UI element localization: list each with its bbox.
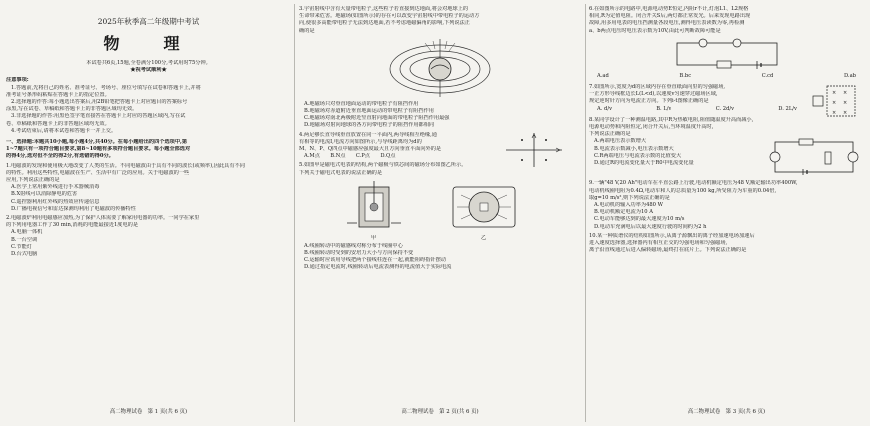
notes-title: 注意事项: bbox=[6, 77, 29, 84]
svg-text:×: × bbox=[832, 110, 837, 117]
subject-title: 物 理 bbox=[103, 34, 194, 53]
exam-title: 2025年秋季高二年级期中考试 bbox=[97, 17, 200, 26]
option-b: B.电流表示数减小,电压表示数增大 bbox=[594, 145, 674, 152]
question-text: 生命带来危害。地磁场(如图所示)的存在可以改变宇宙射线中带电粒子的运动方 bbox=[299, 13, 480, 20]
note-line: 1.答题前,先将自己的姓名、准考证号、考场号、座位号填写在试卷和答题卡上,并将 bbox=[11, 84, 201, 91]
question-text: a、b两点电压时电压表示数为10V,由此可判断故障可能是 bbox=[589, 27, 721, 34]
option-d: D.电动车充满电后以最大速度行驶的时间约为2 h bbox=[594, 223, 707, 230]
option-c: C.遥控器利用红外线的热效应传递信息 bbox=[11, 198, 100, 205]
question-text: M、N、P、Q四点中磁感应强度最大且方向垂直平面向外的是 bbox=[299, 146, 442, 153]
option-d: D.通过R的电流变化量大于R0中电流变化量 bbox=[594, 160, 694, 167]
option-c: C.节能灯 bbox=[11, 243, 32, 250]
page-footer: 高二物理试卷 第 2 页(共 6 页) bbox=[401, 408, 479, 415]
option-c: C.cd bbox=[761, 72, 774, 79]
option-d: D.台式电脑 bbox=[11, 251, 38, 258]
exam-page-3 bbox=[589, 6, 864, 422]
option-a: A.地磁场只对垂直地面运动的带电粒子有阻挡作用 bbox=[304, 100, 419, 107]
option-a: A.医学上常用紫外线进行手术器械消毒 bbox=[11, 184, 100, 191]
option-d: D.通过指定电流时,线圈转动后电流表测得的电流值大于实际电流 bbox=[304, 264, 452, 271]
page-footer: 高二物理试卷 第 3 页(共 6 页) bbox=[687, 408, 766, 415]
earth-magnetic-field-figure bbox=[385, 37, 495, 99]
question-4 bbox=[299, 132, 581, 161]
question-10 bbox=[589, 233, 864, 255]
circuit-figure-q6 bbox=[667, 37, 787, 71]
exam-page-1 bbox=[6, 6, 291, 422]
note-line: 4.考试结束后,请将本试卷和答题卡一并上交。 bbox=[11, 127, 117, 134]
option-b: B.X射线可以消除静电的危害 bbox=[11, 191, 78, 198]
svg-text:×: × bbox=[843, 100, 848, 107]
note-line: 涂黑,写在试卷、草稿纸和答题卡上的非答题区域均无效。 bbox=[6, 106, 138, 113]
question-6-options bbox=[589, 73, 864, 80]
question-text: 故障,用多用电表的电压挡测量各段电压,测得电压表读数为零,再检测 bbox=[589, 20, 745, 27]
figure-label-jia: 甲 bbox=[371, 234, 377, 241]
question-text: 下列关于磁电式电表的说法正确的是 bbox=[299, 169, 383, 176]
svg-text:×: × bbox=[843, 110, 848, 117]
option-b: B.电动机额定电流为10 A bbox=[594, 209, 653, 216]
option-b: B.线圈转动时受到的安培力大小与方向保持不变 bbox=[304, 250, 414, 257]
question-text: 电动机线圈电阻为0.4Ω,电动车和人的总质量为100 kg,所受阻力为车重的0.04倍, bbox=[589, 187, 777, 194]
question-text: 10.某一种质谱仪的结构如图所示,从离子源飘出的离子经加速电场加速后 bbox=[589, 232, 755, 239]
question-text: 2.电磁波炉利用电磁感应加热,为了保护人体需要了解家用电器的功率。一同学在家里 bbox=[6, 215, 200, 222]
option-a: A.ad bbox=[597, 72, 609, 79]
question-text: 一正方形导线框边长L(L<d),以速度v匀速穿过磁场区域, bbox=[589, 91, 718, 98]
svg-text:×: × bbox=[832, 90, 837, 97]
magnetic-region-figure bbox=[811, 84, 859, 118]
question-9 bbox=[589, 180, 864, 230]
page-footer: 高二物理试卷 第 1 页(共 6 页) bbox=[109, 408, 188, 415]
option-a: A.两端电压表示数增大 bbox=[594, 138, 647, 145]
figure-label-yi: 乙 bbox=[481, 234, 487, 241]
page-divider bbox=[585, 4, 586, 422]
option-b: B.bc bbox=[679, 72, 692, 79]
option-a: A.线圈转动中的磁感线对称分布于线圈中心 bbox=[304, 242, 403, 249]
question-text: 1.电磁波的发现和使用极大地改变了人类的生活。不同电磁波由于具有不同的波长(或频率),因此具有不同 bbox=[6, 162, 245, 169]
question-3 bbox=[299, 6, 581, 130]
note-line: 准考证号条形码粘贴在答题卡上的指定位置。 bbox=[6, 91, 110, 98]
page-divider bbox=[294, 4, 295, 422]
note-line: 2.选择题的作答:每小题选出答案后,用2B铅笔把答题卡上对应题目的答案标号 bbox=[11, 99, 188, 106]
sensor-circuit-figure bbox=[769, 138, 859, 176]
question-text: 下列说法正确的是 bbox=[589, 131, 631, 138]
question-text: 有相等的电流I,电流方向如图所示,与导线距离均为d的 bbox=[299, 138, 422, 145]
question-text: 7.如图所示,宽度为d的区域内存在垂直纸面向里的匀强磁场, bbox=[589, 84, 726, 91]
section-line: 一、选择题:本题共10小题,每小题4分,共40分。在每小题给出的四个选项中,第 bbox=[6, 139, 188, 146]
question-text: 的特性。利用这些特性,电磁波在生产、生活中有广泛的应用。关于电磁波的一些 bbox=[6, 169, 190, 176]
question-7-options bbox=[589, 106, 805, 113]
question-text: 向,使很多高能带电粒子无法到达地面,若不考虑地磁偏角的影响,下列说法正 bbox=[299, 20, 470, 27]
galvanometer-structure-figure bbox=[339, 179, 409, 235]
question-text: 6.在如图所示的电路中,电源电动势E恒定,内阻r不计,灯泡L1、L2规格 bbox=[589, 6, 749, 12]
svg-text:×: × bbox=[832, 100, 837, 107]
option-a: A. d/v bbox=[597, 105, 613, 112]
option-b: B.一台空调 bbox=[11, 236, 38, 243]
question-text: 4.两足够长直导线垂直放置在同一平面内,两导线相互绝缘,通 bbox=[299, 131, 437, 138]
section-line: 1~7题只有一项符合题目要求,第8~10题有多项符合题目要求。每小题全部选对 bbox=[6, 146, 191, 153]
question-text: 3.宇宙射线中含有大量带电粒子,这些粒子若直接到达地面,将会对地球上的 bbox=[299, 6, 469, 12]
notes-list bbox=[6, 85, 291, 135]
question-8 bbox=[589, 117, 864, 179]
question-5 bbox=[299, 162, 581, 271]
question-text: 应用,下列说法正确的是 bbox=[6, 177, 60, 184]
question-text: 相同,R为定值电阻。闭合开关S后,两灯都正常发光。后来发现电路出现 bbox=[589, 13, 751, 20]
question-8-body bbox=[589, 138, 864, 178]
question-text: 8.某同学设计了一种测温电路,其中R为热敏电阻,阻值随温度升高而减小, bbox=[589, 116, 754, 123]
good-luck: ★祝考试顺利★ bbox=[130, 67, 167, 74]
question-1 bbox=[6, 163, 291, 213]
exam-page-2 bbox=[299, 6, 581, 422]
question-text: 离子沿直线通过后进入偏转磁场,最终打在底片上。下列说法正确的是 bbox=[589, 247, 747, 254]
section-1-heading bbox=[6, 139, 291, 161]
question-text: 5.如图甲是磁电式电表的结构,两个磁极与铁芯间的磁场分布如图乙所示。 bbox=[299, 162, 467, 169]
option-c: C.R两端电压与电流表示数的比值变大 bbox=[594, 152, 682, 159]
svg-text:×: × bbox=[843, 90, 848, 97]
question-text: 规定逆时针方向为电流正方向。下列i-t图像正确的是 bbox=[589, 98, 709, 105]
section-line: 的得4分,选对但不全的得2分,有选错的得0分。 bbox=[6, 153, 114, 160]
question-text: 确的是 bbox=[299, 27, 315, 34]
option-d: D.地磁场对射向地球的各方向带电粒子的阻挡作用都相同 bbox=[304, 122, 435, 129]
question-text: 9.一辆"48 V,20 Ah"电动车在平直公路上行驶,电动机额定电压为48 V,额定输出功率400W, bbox=[589, 180, 798, 187]
question-text: 的下列用电器工作了30 min,消耗的电能最接近1度电的是 bbox=[6, 222, 139, 229]
note-line: 3.非选择题的作答:用黑色签字笔直接答在答题卡上对应的答题区域内,写在试 bbox=[11, 113, 186, 120]
option-b: B.地磁场对赤道附近垂直地面运动的带电粒子有阻挡作用 bbox=[304, 108, 434, 115]
option-d: D.广播电视信号和雷达探测均利用了电磁波的传播特性 bbox=[11, 205, 136, 212]
question-6 bbox=[589, 6, 864, 80]
note-line: 卷、草稿纸和答题卡上的非答题区域均无效。 bbox=[6, 120, 110, 127]
option-c: C.运输时应该用导线把两个接线柱连在一起,就能阻碍指针摆动 bbox=[304, 257, 446, 264]
radial-field-figure bbox=[449, 181, 519, 233]
exam-info: 本试卷共6页,15题,全卷满分100分,考试用时75分钟。 bbox=[86, 60, 211, 66]
question-2 bbox=[6, 215, 291, 258]
meter-figures bbox=[299, 177, 581, 243]
option-a: A.电脑一体机 bbox=[11, 229, 43, 236]
question-7 bbox=[589, 84, 864, 117]
question-text: 电源电动势和内阻恒定,闭合开关后,当环境温度升高时, bbox=[589, 124, 714, 131]
option-d: D.ab bbox=[843, 72, 856, 79]
option-b: B. L/v bbox=[656, 105, 672, 112]
option-c: C.地磁场对南北两极附近竖直射向地面的带电粒子阻挡作用最强 bbox=[304, 115, 450, 122]
option-d: D. 2L/v bbox=[778, 105, 797, 112]
question-4-options: A.M点 B.N点 C.P点 D.Q点 bbox=[304, 153, 396, 160]
question-text: 取g=10 m/s²,则下列说法正确的是 bbox=[589, 194, 670, 201]
option-c: C.电动车能够达到的最大速度为10 m/s bbox=[594, 216, 685, 223]
option-a: A.电动机的输入功率为480 W bbox=[594, 202, 663, 209]
crossed-wires-figure bbox=[504, 132, 564, 168]
option-c: C. 2d/v bbox=[715, 105, 735, 112]
question-text: 进入速度选择器,选择器内有相互正交的匀强电场和匀强磁场, bbox=[589, 240, 728, 247]
